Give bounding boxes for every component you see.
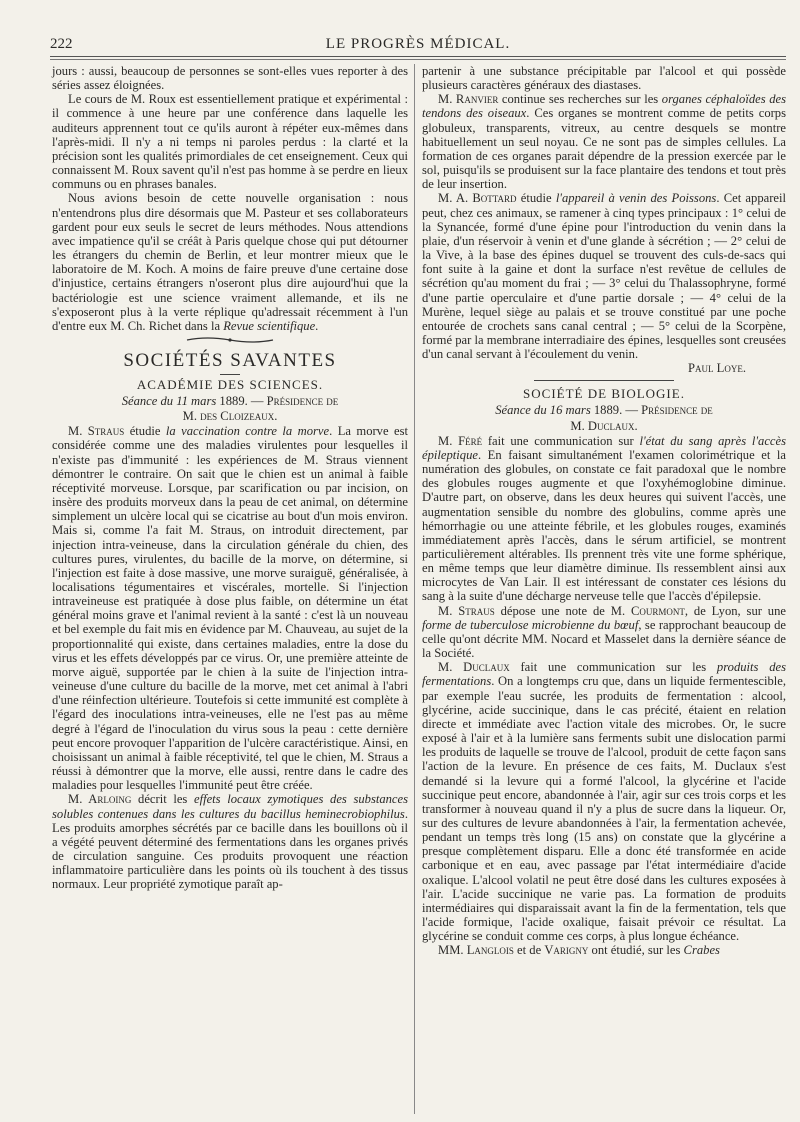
topic-title: organes céphaloïdes des tendons des oiseaux xyxy=(422,92,786,121)
revue-title: Revue scientifique xyxy=(223,318,316,333)
author-name: M. Féré xyxy=(438,433,483,448)
paragraph xyxy=(52,424,408,792)
text-span: . On a longtemps cru que, dans un liquide fermentescible, par exemple l'eau sucrée, les produits de fermentation : alcool, glycérine, acide succinique, dans le cas précité, étaient en relation directe et immédiate avec l'action vitale des microbes. Or, le sucre exposé à l'air et à la lumière sans ferments subit une dislocation parmi les produits de laquelle se trouve de l'alcool, produit de cette façon sans l'action de la levure. En présence de ces faits, M. Duclaux s'est demandé si la levure qui a formé l'alcool, la glycérine et l'acide succinique peut encore, abandonnée à l'air, agir sur ces trois corps et les transformer à nouveau quand il n'y a plus de sucre dans la liqueur. Or, sur des cultures de levure abandonnées à l'air, la fermentation achevée, pendant un temps très long (15 ans) on constate que la glycérine a presque complètement disparu. Elle a donc été transformée en acide carbonique et en eau, avec passage par l'état intermédiaire d'acide oxalique. L'alcool volatil ne peut être dosé dans les cultures exposées à l'air. L'acide succinique ne varie pas. La formation de produits intermédiaires qui disparaissait avant la fin de la fermentation, tels que l'acide formique, l'acide oxalique, faisait prévoir ce résultat. La glycérine se conduit comme ces corps, à plus longue échéance. xyxy=(422,674,786,944)
text-span: ont étudié, sur les xyxy=(588,943,684,958)
session-date: 11 mars xyxy=(176,393,217,408)
column-divider xyxy=(414,64,415,1114)
author-name: M. Courmont xyxy=(610,603,685,618)
left-column xyxy=(52,64,408,1114)
text-span: . Ces organes se montrent comme de petits corps globuleux, transparents, vitreux, au centre desquels se montre habituellement un seul noyau. Ce ne sont pas de simples cellules. La formation de ces organes parait dépendre de la pression exercée par le sol, puisqu'ils se produisent sur la face plantaire des tendons et tout près de leur insertion. xyxy=(422,106,787,192)
session-line xyxy=(422,403,786,417)
journal-title: LE PROGRÈS MÉDICAL. xyxy=(325,36,511,52)
paragraph: jours : aussi, beaucoup de personnes se sont-elles vues reporter à des séries assez éloignées. xyxy=(52,64,408,93)
author-name: M. A. Bottard xyxy=(438,191,517,206)
section-heading: SOCIÉTÉS SAVANTES xyxy=(123,349,337,371)
topic-title: forme de tuberculose microbienne du bœuf xyxy=(422,617,639,632)
paragraph xyxy=(422,604,786,661)
topic-title: Crabes xyxy=(683,943,720,958)
society-heading: ACADÉMIE DES SCIENCES. xyxy=(136,376,324,392)
paragraph xyxy=(422,92,786,191)
paragraph xyxy=(422,434,786,604)
text-span: fait une communication sur xyxy=(482,433,640,448)
text-span: , se rapprochant beaucoup de celle qu'ont décrite MM. Nocard et Masselet dans la dernière séance de la Société. xyxy=(422,617,787,661)
text-span: . xyxy=(315,318,319,333)
text-span: continue ses recherches sur les xyxy=(498,92,662,107)
text-span: . La morve est considérée comme une des maladies virulentes pour lesquelles il n'existe pas d'immunité : les expériences de M. Straus viennent démontrer le contraire. On sait que le chien est un animal à faible réceptivité morveuse. Lorsque, par scarification ou par incision, on insère des produits morveux dans la peau de cet animal, on détermine simplement un ulcère local qui se cicatrise au bout d'un mois environ. Mais si, comme l'a fait M. Straus, on introduit directement, par injection intra-veineuse, dans la circulation générale du chien, des cultures pures, virulentes, du bacille de la morve, on détermine, si l'injection est faite à dose massive, une morve suraiguë, généralisée, à localisations tégumentaires et viscérales, mortelle. Si l'injection intraveineuse est pratiquée à dose plus faible, on détermine un état général moins grave et l'animal revient à la santé : c'est là un nouveau et bel exemple du fait mis en évidence par M. Chauveau, au sujet de la proportionnalité qui existe, dans certaines maladies, entre la dose du virus et les effets développés par ce virus. Or, une première atteinte de morve aiguë, supportée par le chien à la suite de l'injection intra-veineuse d'une culture du bacille de la morve, met cet animal à l'abri d'une réinfection ultérieure. Toutefois si cette immunité est complète à l'égard des inoculations intra-veineuses, elle ne l'est pas au même degré à l'égard de l'inoculation du virus sous la peau : cette dernière peut encore provoquer l'apparition de l'ulcère caractéristique. Ainsi, en choisissant un animal à faible réceptivité, tel que le chien, M. Straus a réussi à démontrer que la morve, elle aussi, rentre dans le cadre des maladies pour lesquelles l'immunité peut être créée. xyxy=(52,424,408,793)
society-heading: SOCIÉTÉ DE BIOLOGIE. xyxy=(523,386,685,402)
paragraph xyxy=(52,191,408,333)
author-name: M. Straus xyxy=(68,424,125,439)
author-name: M. Arloing xyxy=(68,792,132,807)
author-name: M. Duclaux xyxy=(438,660,510,675)
author-name: MM. Langlois xyxy=(438,943,514,958)
topic-title: l'appareil à venin des Poissons xyxy=(555,191,717,206)
text-span: décrit les xyxy=(131,792,194,807)
text-span: étudie xyxy=(124,424,166,439)
session-label: Séance du xyxy=(121,393,174,408)
text-span: étudie xyxy=(516,191,556,206)
header-rule xyxy=(50,56,786,57)
text-span: , de Lyon, sur une xyxy=(684,603,786,618)
topic-title: effets locaux zymotiques des substances solubles contenues dans les cultures du bacillus heminecrobiophilus xyxy=(52,792,409,821)
paragraph xyxy=(422,191,786,361)
header-rule-double xyxy=(50,59,786,60)
paragraph xyxy=(52,792,408,891)
author-name: M. Straus xyxy=(438,603,495,618)
paragraph xyxy=(422,943,786,957)
signature: Paul Loye. xyxy=(688,361,746,376)
session-line xyxy=(52,394,408,408)
text-span: et de xyxy=(513,943,545,958)
paragraph xyxy=(422,660,786,943)
right-column xyxy=(422,64,786,1114)
session-presidency: 1889. — Présidence de xyxy=(593,403,713,418)
section-rule xyxy=(534,380,674,381)
page-number: 222 xyxy=(50,36,73,52)
text-span: . Les produits amorphes sécrétés par ce bacille dans les bouillons où il a végété peuvent déterminé des fermentations dans les organes privés de circulation sanguine. Ces produits provoquent une réaction inflammatoire particulière dans les points où ils touchent à des tissus normaux. Leur propriété zymotique paraît ap- xyxy=(52,806,408,892)
text-span: Nous avions besoin de cette nouvelle organisation : nous n'entendrons plus dire désormais que M. Pasteur et ses collaborateurs gardent pour eux seuls le secret de leurs méthodes. Nous attendions avec impatience qu'il se créât à Paris quelque chose qui put détourner les étrangers du chemin de Berlin, et leur montrer mieux que le laboratoire de M. Koch. A moins de faire preuve d'une certaine dose d'injustice, certains étrangers n'oseront plus dire aujourd'hui que la bactériologie est une science vraiment allemande, et ils ne s'exposeront plus à la verte réplique qu'adressait récemment à l'un d'entre eux M. Ch. Richet dans la xyxy=(52,191,408,333)
session-president: M. des Cloizeaux. xyxy=(182,409,278,424)
session-label: Séance du xyxy=(495,403,547,418)
page-header xyxy=(50,32,786,56)
topic-title: l'état du sang après l'accès épileptique xyxy=(422,433,787,462)
topic-title: la vaccination contre la morve xyxy=(165,424,330,439)
session-date: 16 mars xyxy=(549,403,591,418)
text-span: . Cet appareil peut, chez ces animaux, se ramener à cinq types principaux : 1° celui de la Synancée, formé d'une épine pour l'introduction du venin dans la plaie, d'un réservoir à venin et d'une glande à sécrétion ; — 2° celui de la Vive, à la base des épines duquel se trouvent des culs-de-sacs qui font suite à la gaine et dont la surface n'est revêtue de cellules de sécrétion qu'au moment du frai ; — 3° celui du Thalassophryne, formé d'une partie operculaire et d'une partie dorsale ; — 4° celui de la Murène, lequel siège au palais et se trouve constitué par une poche entourée de crochets sans canal central ; — 5° celui de la Scorpène, formé par la membrane interradiaire des épines, lesquelles sont creusées d'un canal servant à l'écoulement du venin. xyxy=(422,191,786,362)
paragraph: partenir à une substance précipitable par l'alcool et qui possède plusieurs caractères généraux des diastases. xyxy=(422,64,786,93)
session-presidency: 1889. — Présidence de xyxy=(219,393,339,408)
author-name: Varigny xyxy=(544,943,589,958)
paragraph: Le cours de M. Roux est essentiellement pratique et expérimental : il commence à une heure par une conférence dans laquelle les auditeurs apprennent tout ce qu'ils auront à répéter eux-mêmes dans l'après-midi. Il n'y a ni temps ni paroles perdus : la clarté et la précision sont les qualités primordiales de cet enseignement. Ceux qui connaissent M. Roux savent qu'il n'est pas homme à se perdre en lieux communs ou en phrases banales. xyxy=(52,92,408,192)
ornament-divider xyxy=(185,336,275,344)
text-span: . En faisant simultanément l'examen colorimétrique et la numération des globules, on constate ce fait paradoxal que le nombre des globules rouges augmente et que l'oxyhémoglobine diminue. D'autre part, on observe, dans les deux heures qui suivent l'accès, une augmentation sensible du nombre des globulins, comme après une hémorrhagie ou une atteinte fébrile, et les globules rouges, examinés immédiatement après l'accès, dans le sérum artificiel, se montrent particulièrement altérables. Ils prennent très vite une forme sphérique, en même temps que leur diamètre diminue. Ils ressemblent ainsi aux microcytes de Van Lair. Il est intéressant de constater ces lésions du sang à la suite d'une décharge nerveuse telle que l'accès d'épilepsie. xyxy=(422,447,786,604)
session-president: M. Duclaux. xyxy=(570,418,638,433)
topic-title: produits des fermentations xyxy=(422,660,786,689)
text-span: fait une communication sur les xyxy=(509,660,717,675)
text-span: dépose une note de xyxy=(494,603,611,618)
small-rule xyxy=(220,374,240,375)
author-name: M. Ranvier xyxy=(438,92,499,107)
